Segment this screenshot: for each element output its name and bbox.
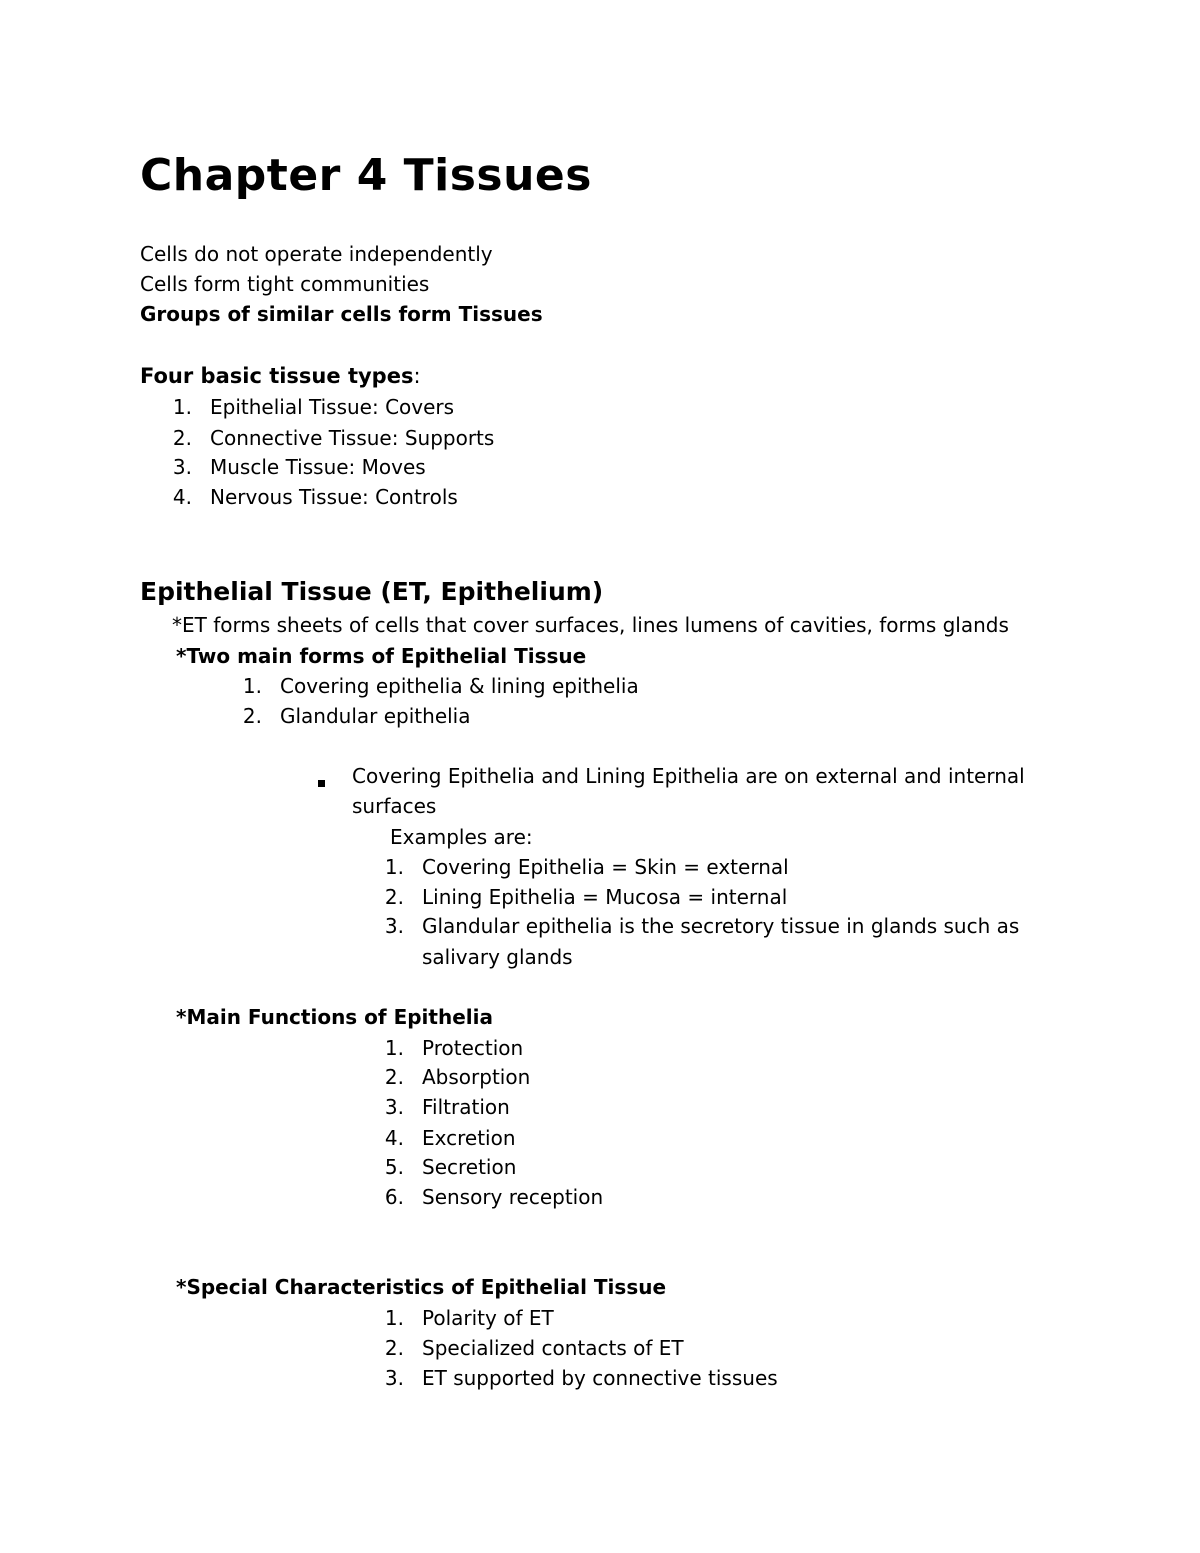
list-text: Glandular epithelia — [280, 704, 471, 728]
list-text: Polarity of ET — [422, 1306, 554, 1330]
list-item — [242, 703, 471, 729]
list-item — [384, 1305, 554, 1331]
list-text: Epithelial Tissue: Covers — [210, 395, 455, 419]
list-number: 1. — [242, 674, 262, 698]
list-number: 1. — [384, 855, 404, 879]
list-number: 3. — [384, 914, 404, 938]
list-number: 5. — [384, 1155, 404, 1179]
list-number: 4. — [172, 485, 192, 509]
list-number: 2. — [384, 1336, 404, 1360]
list-number: 2. — [384, 1065, 404, 1089]
list-text-continuation: salivary glands — [422, 945, 573, 969]
list-text: Glandular epithelia is the secretory tissue in glands such as — [422, 914, 1020, 938]
section-heading-epithelial: Epithelial Tissue (ET, Epithelium) — [140, 577, 604, 606]
et-forms-line: *ET forms sheets of cells that cover surfaces, lines lumens of cavities, forms glands — [172, 613, 1009, 637]
bullet-text-line-2: surfaces — [352, 794, 437, 818]
list-number: 1. — [384, 1036, 404, 1060]
list-text: Absorption — [422, 1065, 531, 1089]
list-item — [384, 1184, 603, 1210]
list-text: Sensory reception — [422, 1185, 604, 1209]
list-text: Muscle Tissue: Moves — [210, 455, 426, 479]
examples-label: Examples are: — [390, 825, 533, 849]
bullet-text-line-1: Covering Epithelia and Lining Epithelia are on external and internal — [352, 764, 1025, 788]
list-item — [172, 394, 454, 420]
list-number: 1. — [384, 1306, 404, 1330]
list-item — [384, 1035, 523, 1061]
list-number: 4. — [384, 1126, 404, 1150]
list-item — [172, 484, 458, 510]
list-number: 3. — [384, 1095, 404, 1119]
list-text: Specialized contacts of ET — [422, 1336, 684, 1360]
intro-line-2: Cells form tight communities — [140, 272, 430, 296]
list-text: Covering Epithelia = Skin = external — [422, 855, 789, 879]
basic-types-heading — [140, 363, 421, 389]
square-bullet-icon — [318, 773, 325, 792]
list-text: Protection — [422, 1036, 524, 1060]
list-item — [384, 913, 1019, 939]
list-item — [384, 1125, 516, 1151]
page-title: Chapter 4 Tissues — [140, 150, 592, 201]
functions-heading: *Main Functions of Epithelia — [176, 1005, 493, 1029]
basic-types-heading-text: Four basic tissue types — [140, 364, 414, 388]
list-text: Nervous Tissue: Controls — [210, 485, 458, 509]
list-item — [384, 1335, 684, 1361]
list-text: Covering epithelia & lining epithelia — [280, 674, 639, 698]
list-number: 2. — [172, 426, 192, 450]
intro-line-3: Groups of similar cells form Tissues — [140, 302, 543, 326]
list-number: 2. — [384, 885, 404, 909]
list-number: 6. — [384, 1185, 404, 1209]
list-text: Secretion — [422, 1155, 517, 1179]
list-item — [172, 454, 426, 480]
special-heading: *Special Characteristics of Epithelial Tissue — [176, 1275, 667, 1299]
list-text: Excretion — [422, 1126, 516, 1150]
list-item — [384, 854, 789, 880]
list-text: Filtration — [422, 1095, 510, 1119]
list-item — [384, 1094, 510, 1120]
list-text: Connective Tissue: Supports — [210, 426, 495, 450]
basic-types-heading-colon: : — [413, 364, 421, 388]
intro-line-1: Cells do not operate independently — [140, 242, 493, 266]
list-item — [172, 425, 494, 451]
list-number: 3. — [172, 455, 192, 479]
list-item — [384, 884, 787, 910]
list-item — [384, 1365, 778, 1391]
list-item — [384, 1154, 516, 1180]
list-text: ET supported by connective tissues — [422, 1366, 778, 1390]
list-item — [242, 673, 639, 699]
list-item — [384, 1064, 530, 1090]
list-number: 1. — [172, 395, 192, 419]
two-forms-heading: *Two main forms of Epithelial Tissue — [176, 644, 587, 668]
list-text: Lining Epithelia = Mucosa = internal — [422, 885, 788, 909]
list-number: 2. — [242, 704, 262, 728]
list-number: 3. — [384, 1366, 404, 1390]
